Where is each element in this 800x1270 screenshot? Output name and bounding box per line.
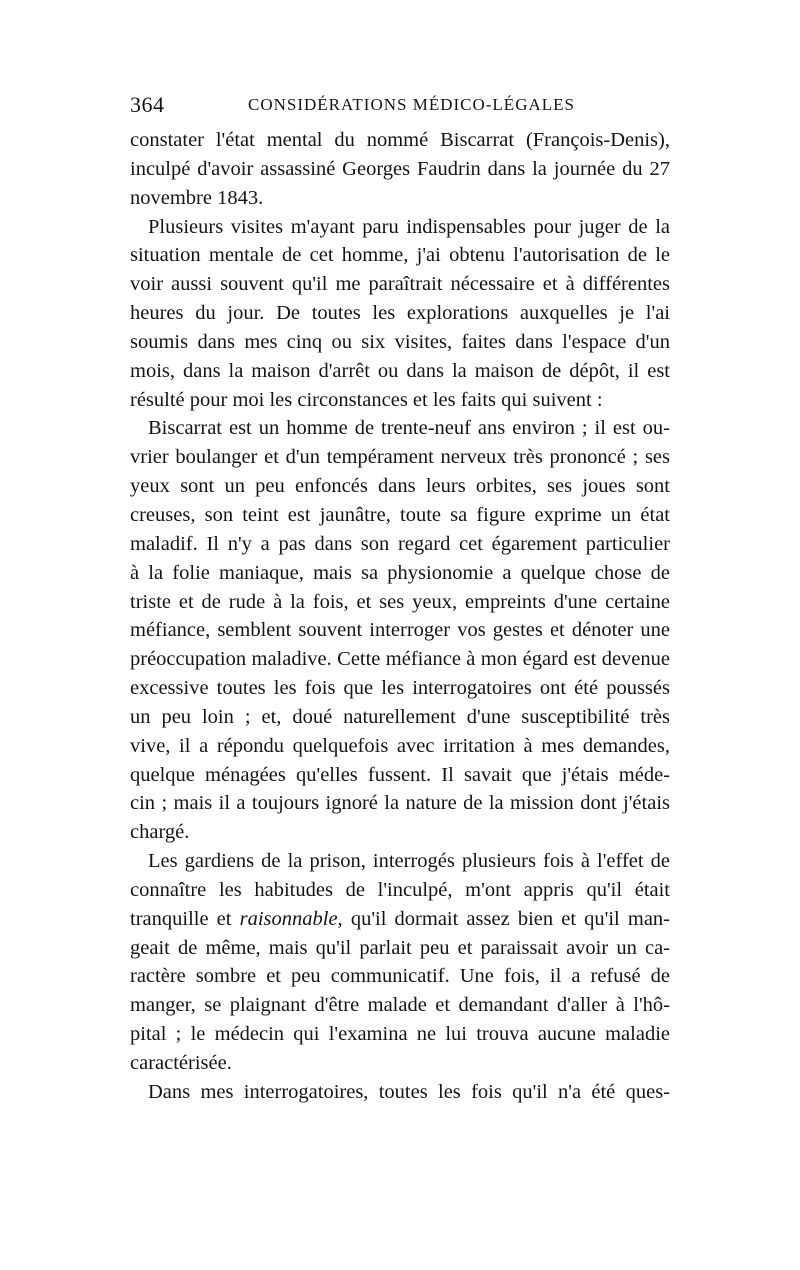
text-line: geait de même, mais qu'il parlait peu et paraissait avoir un ca- — [130, 936, 670, 959]
text-line: vive, il a répondu quelquefois avec irritation à mes demandes, — [130, 734, 670, 757]
text-line: cin ; mais il a toujours ignoré la nature de la mission dont j'étais — [130, 792, 670, 815]
paragraph-start-line: Biscarrat est un homme de trente-neuf ans environ ; il est ou- — [148, 417, 670, 440]
running-head — [130, 92, 670, 116]
text-line: creuses, son teint est jaunâtre, toute sa figure exprime un état — [130, 503, 670, 526]
text-line: caractérisée. — [130, 1052, 232, 1074]
text-line: heures du jour. De toutes les explorations auxquelles je l'ai — [130, 302, 670, 325]
text-line: novembre 1843. — [130, 186, 264, 209]
text-fragment: tranquille et — [130, 907, 240, 930]
paragraph-start-line: Les gardiens de la prison, interrogés plusieurs fois à l'effet de — [148, 850, 670, 873]
text-line: excessive toutes les fois que les interrogatoires ont été poussés — [130, 677, 670, 700]
text-line: quelque ménagées qu'elles fussent. Il savait que j'étais méde- — [130, 763, 670, 786]
text-line: mois, dans la maison d'arrêt ou dans la maison de dépôt, il est — [130, 359, 670, 382]
italic-word: raisonnable, — [239, 907, 343, 930]
text-line-with-italic — [130, 905, 670, 934]
text-line: pital ; le médecin qui l'examina ne lui trouva aucune maladie — [130, 1023, 670, 1046]
text-line: yeux sont un peu enfoncés dans leurs orbites, ses joues sont — [130, 475, 670, 498]
text-line: vrier boulanger et d'un tempérament nerveux très prononcé ; ses — [130, 446, 670, 469]
text-line: un peu loin ; et, doué naturellement d'une susceptibilité très — [130, 705, 670, 728]
paragraph-start-line: Dans mes interrogatoires, toutes les fois qu'il n'a été ques- — [148, 1080, 670, 1103]
text-line: constater l'état mental du nommé Biscarrat (François-Denis), — [130, 129, 670, 151]
text-line: maladif. Il n'y a pas dans son regard cet égarement particulier — [130, 532, 670, 555]
text-line: connaître les habitudes de l'inculpé, m'ont appris qu'il était — [130, 878, 670, 901]
text-line: à la folie maniaque, mais sa physionomie a quelque chose de — [130, 561, 670, 584]
body-text — [130, 126, 670, 1107]
text-line: préoccupation maladive. Cette méfiance à mon égard est devenue — [130, 648, 670, 671]
text-line: chargé. — [130, 821, 190, 844]
text-line: situation mentale de cet homme, j'ai obtenu l'autorisation de le — [130, 244, 670, 267]
text-line: méfiance, semblent souvent interroger vos gestes et dénoter une — [130, 619, 670, 642]
text-line: soumis dans mes cinq ou six visites, faites dans l'espace d'un — [130, 330, 670, 353]
running-title: CONSIDÉRATIONS MÉDICO-LÉGALES — [248, 95, 575, 114]
text-line: voir aussi souvent qu'il me paraîtrait nécessaire et à différentes — [130, 273, 670, 296]
text-line: manger, se plaignant d'être malade et demandant d'aller à l'hô- — [130, 994, 670, 1017]
text-line: résulté pour moi les circonstances et les faits qui suivent : — [130, 388, 603, 411]
text-fragment: qu'il dormait assez bien et qu'il man- — [350, 907, 670, 930]
page-number: 364 — [130, 92, 165, 117]
text-line: triste et de rude à la fois, et ses yeux, empreints d'une certaine — [130, 590, 670, 613]
text-line: ractère sombre et peu communicatif. Une fois, il a refusé de — [130, 965, 670, 988]
text-line: inculpé d'avoir assassiné Georges Faudrin dans la journée du 27 — [130, 157, 670, 180]
paragraph-start-line: Plusieurs visites m'ayant paru indispensables pour juger de la — [148, 215, 670, 238]
